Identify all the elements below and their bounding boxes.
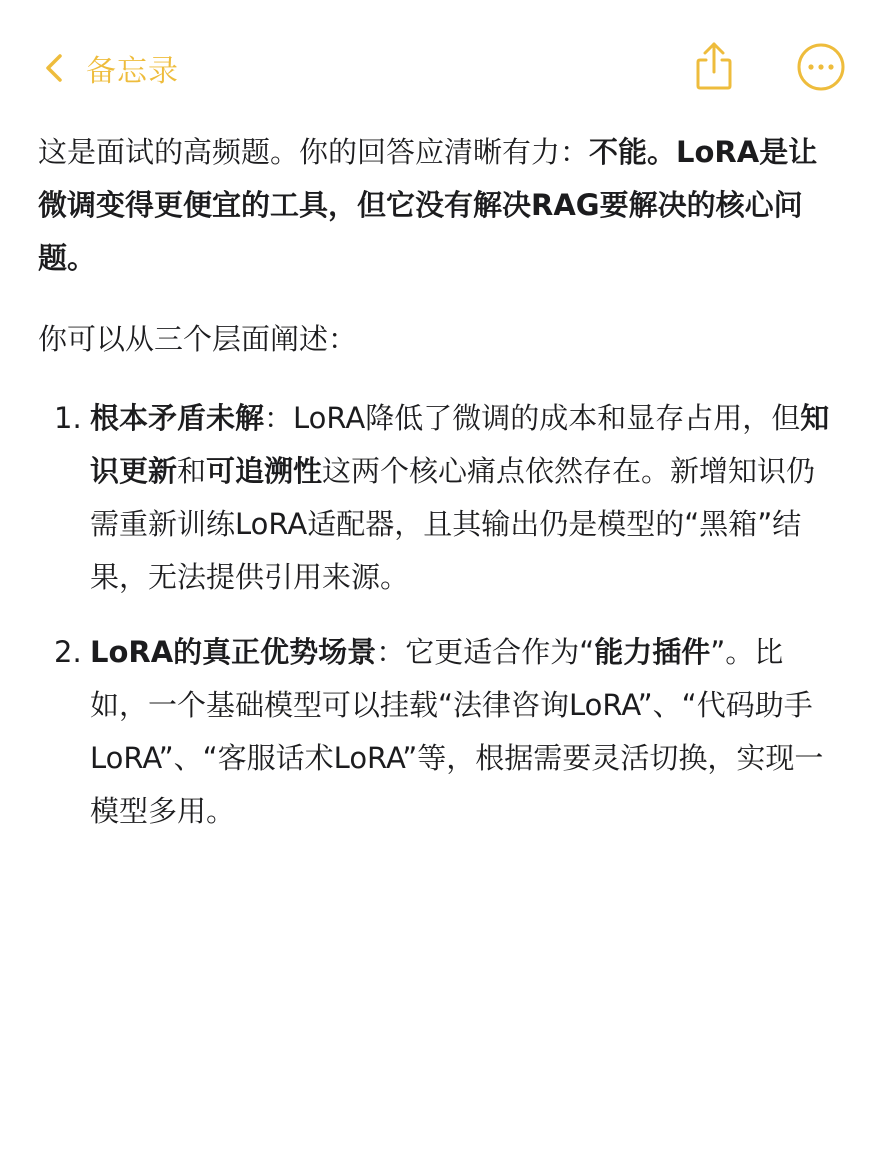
item-text: ：LoRA降低了微调的成本和显存占用，但	[264, 401, 801, 435]
intro-text: 这是面试的高频题。你的回答应清晰有力：	[38, 135, 590, 169]
share-button[interactable]	[690, 40, 738, 92]
item-text: ”。比如，一个基础模型可以挂载“法律咨询LoRA”、“代码助手LoRA”、“客服话术LoRA”等，根据需要灵活切换，实现一模型多用。	[90, 635, 824, 828]
item-bold: 知识更新	[90, 401, 830, 488]
item-text: ：它更适合作为“	[376, 635, 595, 669]
list-number: 2.	[54, 635, 82, 669]
share-icon	[690, 40, 738, 92]
chevron-left-icon	[44, 52, 64, 84]
navigation-bar	[0, 0, 880, 120]
list-item	[38, 392, 838, 604]
numbered-list	[38, 392, 838, 838]
intro-bold: 不能。LoRA是让微调变得更便宜的工具，但它没有解决RAG要解决的核心问题。	[38, 135, 818, 275]
back-label: 备忘录	[86, 54, 179, 89]
item-text: 这两个核心痛点依然存在。新增知识仍需重新训练LoRA适配器，且其输出仍是模型的“黑箱”结果，无法提供引用来源。	[90, 454, 816, 594]
intro-paragraph	[38, 126, 838, 285]
back-button[interactable]	[44, 44, 179, 92]
item-text: 和	[177, 454, 207, 488]
lead-paragraph: 你可以从三个层面阐述：	[38, 322, 358, 356]
ellipsis-circle-icon	[796, 42, 846, 92]
item-bold: 可追溯性	[206, 454, 323, 488]
more-button[interactable]	[796, 42, 846, 92]
item-title: LoRA的真正优势场景	[90, 635, 377, 669]
item-bold: 能力插件	[594, 635, 711, 669]
note-body[interactable]	[38, 126, 838, 860]
list-number: 1.	[54, 401, 82, 435]
item-title: 根本矛盾未解	[90, 401, 265, 435]
list-item	[38, 626, 838, 838]
